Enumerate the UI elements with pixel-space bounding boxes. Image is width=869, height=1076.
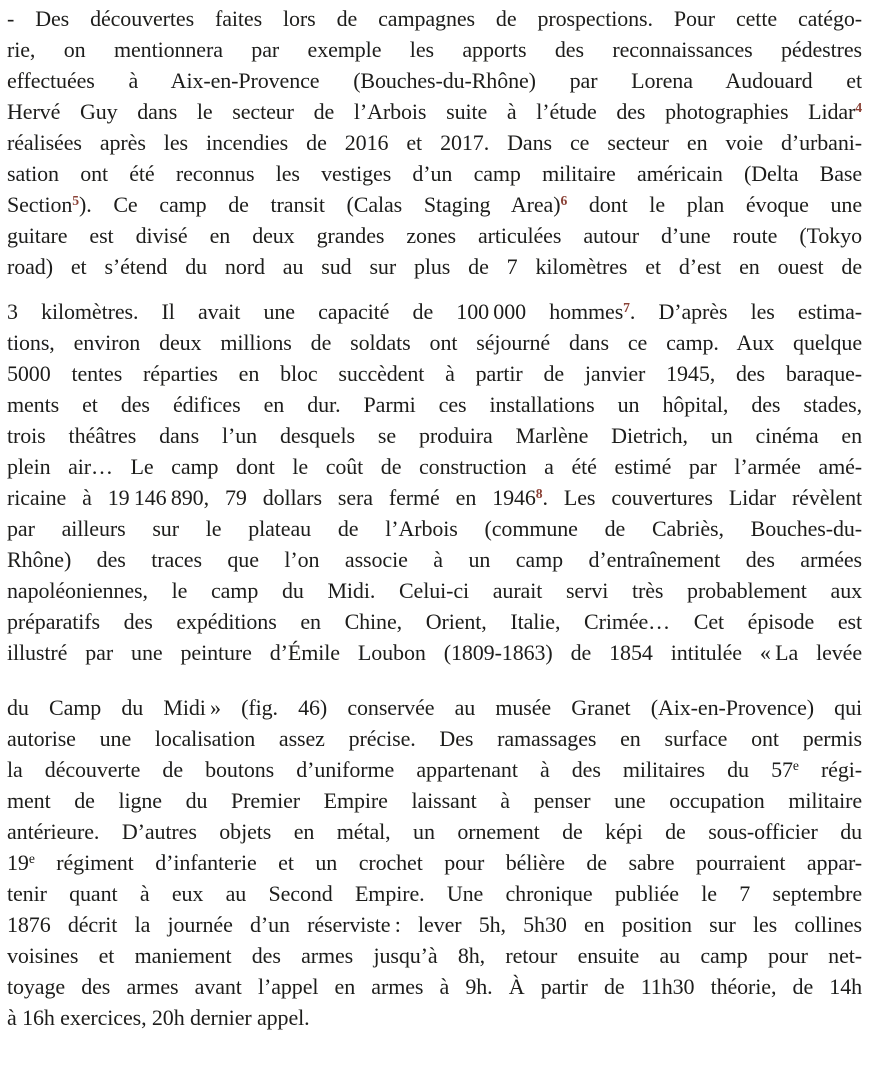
text-line: ricaine à 19 146 890, 79 dollars sera fermé en 1946$^8$. Les couvertures Lidar révèlent: [7, 485, 862, 510]
text-line: réalisées après les incendies de 2016 et 2017. Dans ce secteur en voie d’urbani-: [7, 130, 862, 155]
paragraph-3: [7, 692, 862, 1033]
text-line: ments et des édifices en dur. Parmi ces installations un hôpital, des stades,: [7, 392, 862, 417]
text-line: Rhône) des traces que l’on associe à un camp d’entraînement des armées: [7, 547, 862, 572]
text-line: sation ont été reconnus les vestiges d’un camp militaire américain (Delta Base: [7, 161, 862, 186]
text-line: par ailleurs sur le plateau de l’Arbois (commune de Cabriès, Bouches-du-: [7, 516, 862, 541]
text-line: la découverte de boutons d’uniforme appartenant à des militaires du 57e régi-: [7, 757, 862, 782]
text-line: du Camp du Midi » (fig. 46) conservée au musée Granet (Aix-en-Provence) qui: [7, 695, 862, 720]
paragraph-1: [7, 3, 862, 282]
text-line: tions, environ deux millions de soldats ont séjourné dans ce camp. Aux quelque: [7, 330, 862, 355]
text-line: 3 kilomètres. Il avait une capacité de 100 000 hommes$^7$. D’après les estima-: [7, 299, 862, 324]
text-line: antérieure. D’autres objets en métal, un ornement de képi de sous-officier du: [7, 819, 862, 844]
text-line: 19e régiment d’infanterie et un crochet pour bélière de sabre pourraient appar-: [7, 850, 862, 875]
text-line: effectuées à Aix-en-Provence (Bouches-du-Rhône) par Lorena Audouard et: [7, 68, 862, 93]
text-line: à 16h exercices, 20h dernier appel.: [7, 1005, 310, 1030]
text-line: road) et s’étend du nord au sud sur plus de 7 kilomètres et d’est en ouest de: [7, 254, 862, 279]
text-line: Hervé Guy dans le secteur de l’Arbois suite à l’étude des photographies Lidar$^4$: [7, 99, 862, 124]
text-line: toyage des armes avant l’appel en armes à 9h. À partir de 11h30 théorie, de 14h: [7, 974, 862, 999]
text-line: ment de ligne du Premier Empire laissant à penser une occupation militaire: [7, 788, 862, 813]
text-line: préparatifs des expéditions en Chine, Orient, Italie, Crimée… Cet épisode est: [7, 609, 862, 634]
text-line: 1876 décrit la journée d’un réserviste : lever 5h, 5h30 en position sur les collines: [7, 912, 862, 937]
text-line: napoléoniennes, le camp du Midi. Celui-ci aurait servi très probablement aux: [7, 578, 862, 603]
text-line: autorise une localisation assez précise. Des ramassages en surface ont permis: [7, 726, 862, 751]
paragraph-2: [7, 296, 862, 668]
text-line: illustré par une peinture d’Émile Loubon (1809-1863) de 1854 intitulée « La levée: [7, 640, 862, 665]
text-line: guitare est divisé en deux grandes zones articulées autour d’une route (Tokyo: [7, 223, 862, 248]
text-line: - Des découvertes faites lors de campagnes de prospections. Pour cette catégo-: [7, 6, 862, 31]
text-line: voisines et maniement des armes jusqu’à 8h, retour ensuite au camp pour net-: [7, 943, 862, 968]
text-line: Section$^5$). Ce camp de transit (Calas Staging Area)$^6$ dont le plan évoque une: [7, 192, 862, 217]
text-line: plein air… Le camp dont le coût de construction a été estimé par l’armée amé-: [7, 454, 862, 479]
text-line: trois théâtres dans l’un desquels se produira Marlène Dietrich, un cinéma en: [7, 423, 862, 448]
text-line: tenir quant à eux au Second Empire. Une chronique publiée le 7 septembre: [7, 881, 862, 906]
text-line: rie, on mentionnera par exemple les apports des reconnaissances pédestres: [7, 37, 862, 62]
text-line: 5000 tentes réparties en bloc succèdent à partir de janvier 1945, des baraque-: [7, 361, 862, 386]
